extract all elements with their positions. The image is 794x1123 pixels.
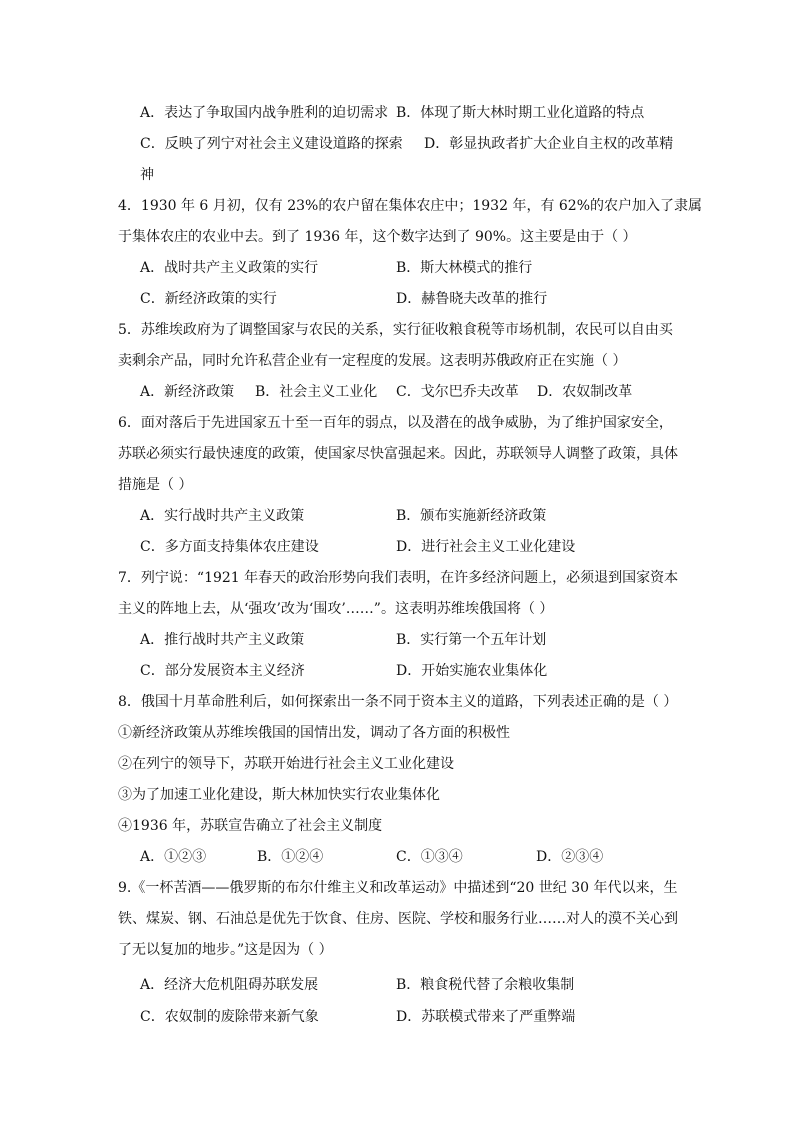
q7-stem-line-1: 7．列宁说：“1921 年春天的政治形势向我们表明，在许多经济问题上，必须退到国家资本 — [118, 570, 679, 586]
q8-statement-2: ②在列宁的领导下，苏联开始进行社会主义工业化建设 — [118, 756, 454, 772]
q6-stem-line-1: 6．面对落后于先进国家五十至一百年的弱点，以及潜在的战争威胁，为了维护国家安全， — [118, 415, 673, 431]
q4-stem-line-2: 于集体农庄的农业中去。到了 1936 年，这个数字达到了 90%。这主要是由于（ ） — [118, 229, 637, 245]
q5-option-d: D．农奴制改革 — [537, 384, 633, 400]
q7-option-b: B．实行第一个五年计划 — [396, 632, 547, 648]
q8-statement-1: ①新经济政策从苏维埃俄国的国情出发，调动了各方面的积极性 — [118, 725, 510, 741]
q4-option-c: C．新经济政策的实行 — [140, 291, 277, 307]
q3-option-b: B．体现了斯大林时期工业化道路的特点 — [396, 105, 645, 121]
q9-option-c: C．农奴制的废除带来新气象 — [140, 1009, 319, 1025]
q6-stem-line-3: 措施是（ ） — [118, 477, 193, 493]
q5-stem-line-2: 卖剩余产品，同时允许私营企业有一定程度的发展。这表明苏俄政府正在实施（ ） — [118, 353, 627, 369]
q7-option-c: C．部分发展资本主义经济 — [140, 663, 305, 679]
q6-option-d: D．进行社会主义工业化建设 — [396, 539, 576, 555]
q5-option-b: B．社会主义工业化 — [255, 384, 378, 400]
q9-stem-line-3: 了无以复加的地步。”这是因为（ ） — [118, 942, 333, 958]
q6-option-c: C．多方面支持集体农庄建设 — [140, 539, 319, 555]
q9-option-a: A．经济大危机阻碍苏联发展 — [140, 977, 319, 993]
q6-option-a: A．实行战时共产主义政策 — [140, 508, 305, 524]
q3-option-a: A．表达了争取国内战争胜利的迫切需求 — [140, 105, 389, 121]
q9-stem-line-1: 9.《一杯苦酒——俄罗斯的布尔什维主义和改革运动》中描述到“20 世纪 30 年代以来，生 — [118, 880, 678, 896]
q7-option-a: A．推行战时共产主义政策 — [140, 632, 305, 648]
q8-statement-4: ④1936 年，苏联宣告确立了社会主义制度 — [118, 818, 383, 834]
q8-option-c: C．①③④ — [396, 849, 463, 865]
q9-option-b: B．粮食税代替了余粮收集制 — [396, 977, 575, 993]
q3-option-d-continued: 神 — [140, 167, 154, 183]
q7-stem-line-2: 主义的阵地上去，从‘强攻’改为‘围攻’……”。这表明苏维埃俄国将（ ） — [118, 601, 554, 617]
q5-option-c: C．戈尔巴乔夫改革 — [396, 384, 519, 400]
q7-option-d: D．开始实施农业集体化 — [396, 663, 548, 679]
q8-stem: 8．俄国十月革命胜利后，如何探索出一条不同于资本主义的道路，下列表述正确的是（ ） — [118, 694, 678, 710]
q9-stem-line-2: 铁、煤炭、钢、石油总是优先于饮食、住房、医院、学校和服务行业……对人的漠不关心到 — [118, 911, 678, 927]
q4-stem-line-1: 4．1930 年 6 月初，仅有 23%的农户留在集体农庄中；1932 年，有 62%的农户加入了隶属 — [118, 198, 703, 214]
q4-option-a: A．战时共产主义政策的实行 — [140, 260, 319, 276]
q5-option-a: A．新经济政策 — [140, 384, 235, 400]
q5-stem-line-1: 5．苏维埃政府为了调整国家与农民的关系，实行征收粮食税等市场机制，农民可以自由买 — [118, 322, 673, 338]
q6-stem-line-2: 苏联必须实行最快速度的政策，使国家尽快富强起来。因此，苏联领导人调整了政策，具体 — [118, 446, 678, 462]
q8-statement-3: ③为了加速工业化建设，斯大林加快实行农业集体化 — [118, 787, 440, 803]
q8-option-d: D．②③④ — [536, 849, 604, 865]
q4-option-b: B．斯大林模式的推行 — [396, 260, 533, 276]
q8-option-a: A．①②③ — [140, 849, 207, 865]
q3-option-d: D．彰显执政者扩大企业自主权的改革精 — [424, 136, 674, 152]
q9-option-d: D．苏联模式带来了严重弊端 — [396, 1009, 576, 1025]
q4-option-d: D．赫鲁晓夫改革的推行 — [396, 291, 548, 307]
q6-option-b: B．颁布实施新经济政策 — [396, 508, 547, 524]
q8-option-b: B．①②④ — [257, 849, 324, 865]
q3-option-c: C．反映了列宁对社会主义建设道路的探索 — [140, 136, 403, 152]
